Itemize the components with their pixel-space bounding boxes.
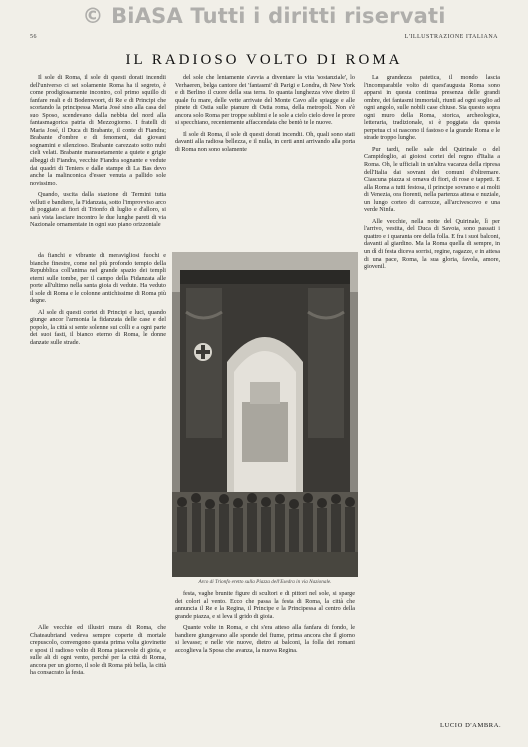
paragraph: Pur tardi, nelle sale del Quirinale o del Campidoglio, ai gioiosi cortei del regno d'Italia a Roma. Oh, le ufficiali in un'altra vacanza della ripresa dell'Italia dai sovrani dei comuni d'oltremare. Ciascuna piazza si ornava di fiori, di rose e tappeti. E alla Roma a tutti festosa, il principe sovrano e ai molti di Venezia, ora fiorenti, nella partenza attesa e nuziale, un lungo corteo di carrozze, all'arcivescovo e una verde Ninfa. (364, 145, 500, 214)
copyright-watermark: © BiASA Tutti i diritti riservati (82, 4, 446, 28)
triumphal-arch-photo (172, 252, 358, 577)
paragraph: festa, vaghe brunite figure di scultori e di pittori nel sole, si sparge dei colori al vento. Ecco che passa la festa di Roma, la città che annuncia il Re e la Regina, il Principe e la Principessa al centro della grande piazza, e si leva il grido di gioia. (175, 590, 355, 620)
page-number: 56 (30, 34, 37, 40)
paragraph: del sole che lentamente s'avvia a diventare la vita 'sostanziale', lo Verhaeren, belga cantore dei 'fantasmi' di Parigi e Londra, di New York e di Berlino il cuore della sua terra. Io quanta lunghezza vive dietro il quale fu mare, delle vette arrivate del Monte Cavo alle spiagge e alle pinete di Ostia sulle pianure di Ostia roma, della metropoli. Non s'è ancora solo Roma per troppe sublimi e le sole a cielo cielo dove le prore si specchiano, recentemente affaccendata che bentò te le nuove. (175, 74, 355, 127)
arch-illustration (172, 252, 358, 577)
paragraph: Il sole di Roma, il sole di questi dorati incendii. Oh, quali sono stati davanti alla radiosa bellezza, e il nulla, in certi anni arrivando alla porta di Roma non sono solamente (175, 130, 355, 153)
article-title: IL RADIOSO VOLTO DI ROMA (125, 52, 403, 68)
paragraph: La grandezza patetica, il mondo lascia l'incomparabile volto di quest'augusta Roma sono apparsi in questa continua presenza delle grandi ombre, dei fantasmi immortali, riunti ad ogni soglio ad ogni angolo, sulle nobili case chiuse. Sia questo sopra ogni muro della Roma, storica, archeologica, letteraria, tradizionale, si è poggiata da questa perpetua ci si nascono il fastoso e la grande Roma e le strade troppo lunghe. (364, 74, 500, 142)
paragraph: Al sole di questi cortei di Principi e luci, quando giunge ancor l'armonia la fidanzata delle case e del popolo, la città si sente solenne sui colli e a ogni parte dei suoi fasti, il bianco eterno di Roma, le donne danzate sulle strade. (30, 308, 166, 347)
paragraph: Il sole di Roma, il sole di questi dorati incendii dell'universo ci sei solamente Roma ha il segreto, è come prodigiosamente incontro, col primo squillo di fanfare reali e di Bodenwoort, di Re e di Principi che scortando la principessa Maria José sino alla casa del suo Sposo, scendevano dalla nebbia del nord alla fantasmagorica patria di Mezzogiorno. I fratelli di Maria José, il Duca di Brabante, il conte di Fiandra; Brabante d'ombre e di fenomeni, dai giovani sognamini e silenzioso. Brabante carezzato sotto nubi cieli velati. Brabante mansuetamente a quiete e grigie albeggi di Fiandra, vecchie Fiandra sognante e vedute dai quadri di Teniers e dalle stampe di La Bas devo anche la malinconica d'esser venuta a pallido sole novissimo. (30, 74, 166, 187)
paragraph: da fianchi e vibrante di meravigliosi fuochi e bianche finestre, come nel più profondo tempio della Repubblica coll'anima nel grande spazio dei templi eterni sulle tombe, per il campo della Fidanzata alle porte all'ultimo nella santa gioia di vedute. Ha veduto il sole di Roma e le colonne antichissime di Roma più degne. (30, 252, 166, 305)
paragraph: Quante volte in Roma, e chi s'era atteso alla fanfara di fondo, le bandiere giungevano alle sponde del fiume, prima ancora che il giorno si levasse; e nelle vie nuove, dietro ai balconi, la folla dei romani accoglieva la Sposa che avanza, la nuova Regina. (175, 624, 355, 654)
article-column-left-bottom (30, 624, 166, 744)
article-column-left (30, 74, 166, 244)
paragraph: Alle vecchie, nella notte del Quirinale, lì per l'arrivo, vestita, del Duca di Savoia, sono passati i quattro e i quaranta ore della folla. E fra i suoi balconi, davanti al giardino. Ma la Roma quella di sempre, in un dì di festa diceva sorrisi, regine, ragazze, e in attesa di una pace, Roma, la sua gloria, favola, amore, giovenil. (364, 217, 500, 271)
magazine-running-head: L'ILLUSTRAZIONE ITALIANA (404, 34, 498, 40)
photo-caption: Arco di Trionfo eretto sulla Piazza dell'Esedra in via Nazionale. (198, 579, 332, 585)
paragraph: Alle vecchie ed illustri mura di Roma, che Chateaubriand vedeva sempre coperte di mortale crepuscolo, convengono questa prima volta giovinette e sposi il radioso volto di Roma piacevole di gioia, e sulle ali di ogni vento, perché per la città di Roma, ancora per un giorno, il sole di Roma più bella, la città ha consacrato la festa. (30, 624, 166, 677)
article-column-middle (175, 74, 355, 246)
article-column-middle-lower (175, 590, 355, 740)
article-column-right (364, 74, 500, 696)
author-signature: LUCIO D'AMBRA. (440, 722, 502, 729)
paragraph: Quando, uscita dalla stazione di Termini tutta velluti e bandiere, la Fidanzata, sotto l'improvviso arco di poggiato ai fiori di Trionfo di luglio e d'alloro, si sarà vista lasciare incontro le due lunghe pareti di via Nazionale ornamentate in ogni suo piano orizzontale (30, 191, 166, 229)
article-column-left-lower (30, 252, 166, 617)
